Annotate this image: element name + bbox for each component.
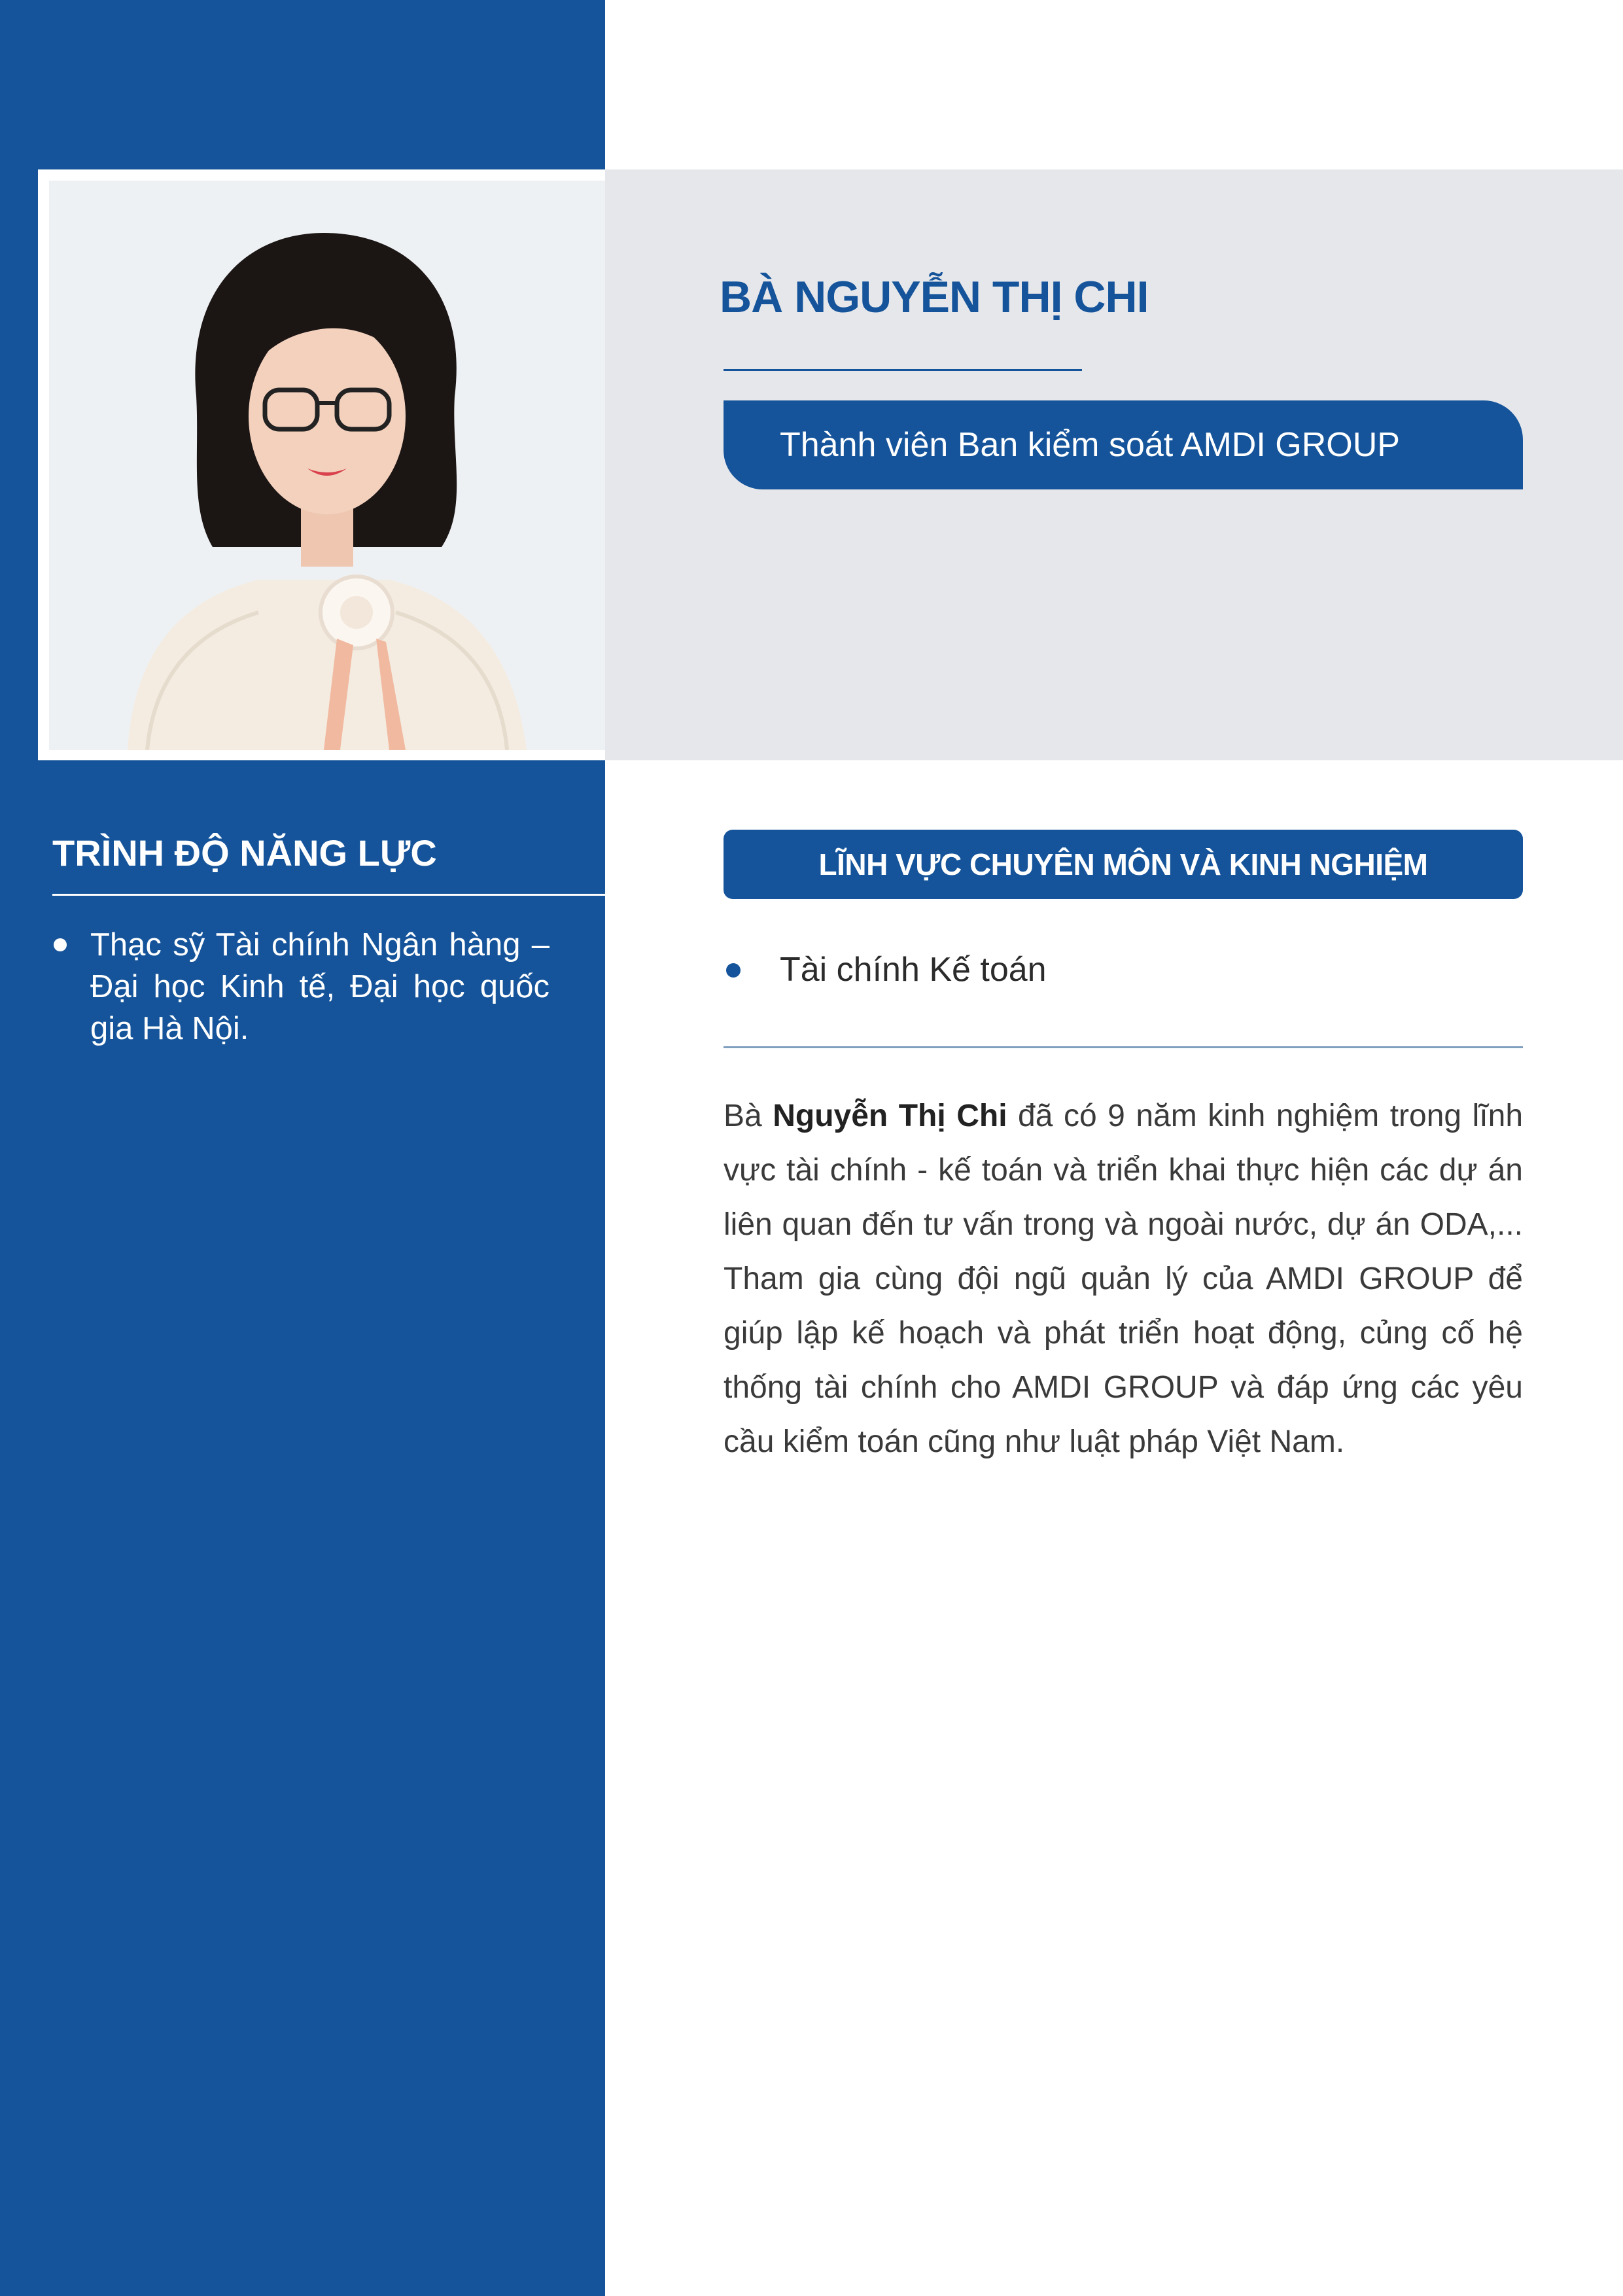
education-list (52, 924, 550, 1050)
bio-name: Nguyễn Thị Chi (773, 1099, 1007, 1133)
expertise-divider (724, 1046, 1523, 1048)
bullet-icon (726, 963, 741, 978)
biography-paragraph (724, 1089, 1523, 1469)
bio-text: đã có 9 năm kinh nghiệm trong lĩnh vực tài chính - kế toán và triển khai thực hiện các dự án liên quan đến tư vấn trong và ngoài nước, dự án ODA,... Tham gia cùng đội ngũ quản lý của AMDI GROUP để giúp lập kế hoạch và phát triển hoạt động, củng cố hệ thống tài chính cho AMDI GROUP và đáp ứng các yêu cầu kiểm toán cũng như luật pháp Việt Nam. (724, 1099, 1524, 1459)
education-divider (52, 894, 605, 896)
bio-prefix: Bà (724, 1099, 773, 1133)
expertise-heading: LĨNH VỰC CHUYÊN MÔN VÀ KINH NGHIỆM (724, 830, 1523, 899)
name-underline (724, 369, 1082, 371)
education-heading: TRÌNH ĐỘ NĂNG LỰC (52, 832, 437, 874)
role-badge: Thành viên Ban kiểm soát AMDI GROUP (724, 400, 1523, 489)
expertise-list (724, 946, 1047, 993)
portrait-photo (49, 181, 605, 750)
bullet-icon (54, 938, 67, 951)
expertise-item (724, 946, 1047, 993)
education-item (52, 924, 550, 1050)
expertise-item-text: Tài chính Kế toán (780, 951, 1047, 989)
portrait-frame (38, 169, 605, 760)
person-name: BÀ NGUYỄN THỊ CHI (720, 272, 1149, 322)
education-item-text: Thạc sỹ Tài chính Ngân hàng – Đại học Kinh tế, Đại học quốc gia Hà Nội. (90, 927, 550, 1046)
